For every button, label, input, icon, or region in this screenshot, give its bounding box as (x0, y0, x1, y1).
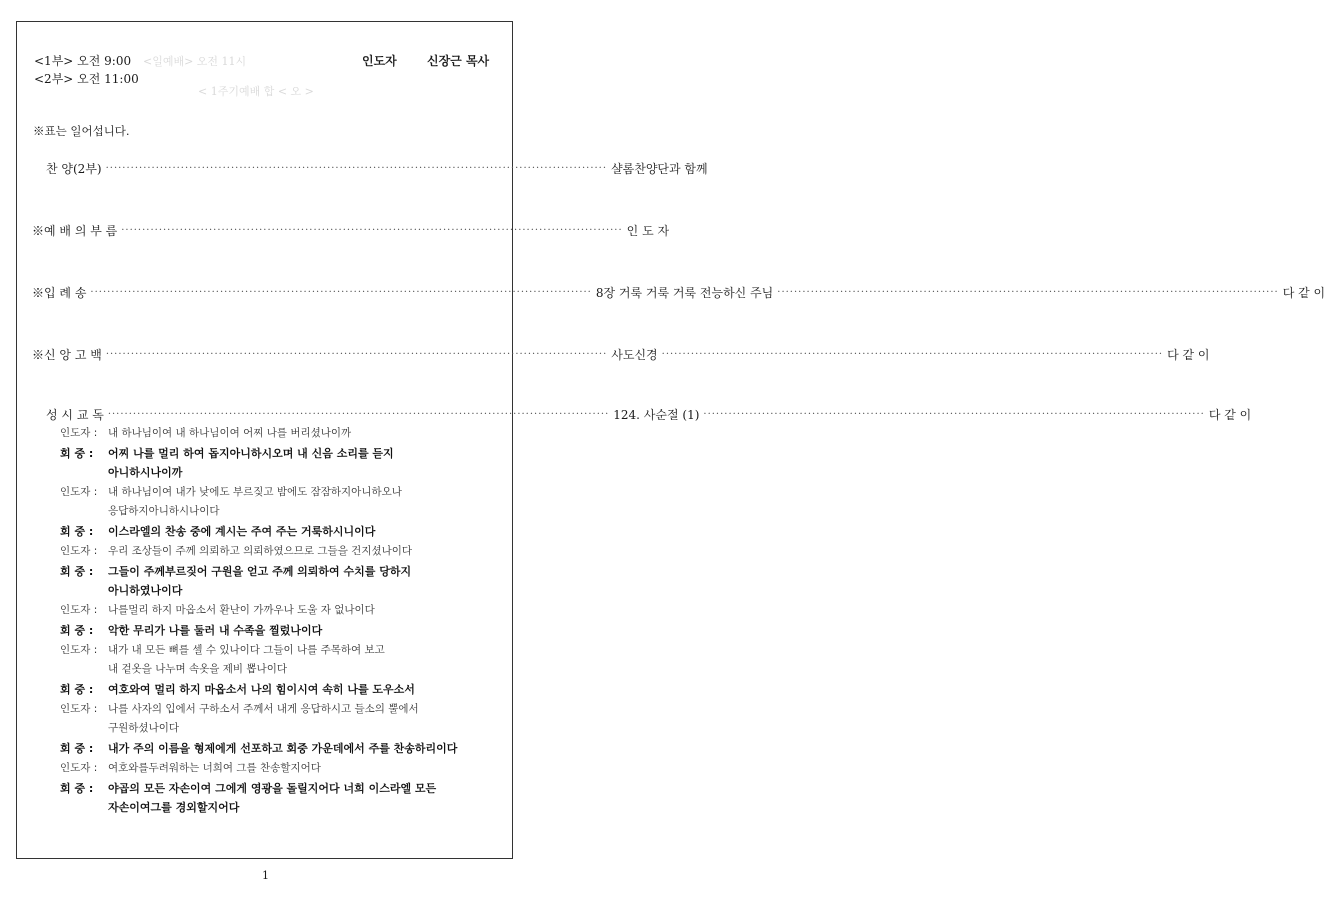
order-item (32, 222, 670, 238)
reading-text: 어찌 나를 멀리 하여 돕지아니하시오며 내 신음 소리를 듣지 (108, 447, 394, 460)
speaker-label: 회 중 : (60, 525, 94, 538)
reading-text: 야곱의 모든 자손이여 그에게 영광을 돌릴지어다 너희 이스라엘 모든 (108, 782, 437, 795)
reading-text: 내가 주의 이름을 형제에게 선포하고 회중 가운데에서 주를 찬송하리이다 (108, 742, 458, 755)
congregation-line (60, 522, 500, 541)
order-item-performer: 다 같 이 (1167, 347, 1210, 362)
leader-dots: ························································································································ (105, 348, 608, 360)
leader-line (60, 759, 500, 778)
leader-line (60, 601, 500, 620)
order-item (46, 406, 1252, 422)
leader-line (60, 483, 500, 521)
order-item-label: ※신 앙 고 백 (32, 347, 102, 362)
leader-dots: ························································································································ (107, 408, 610, 420)
faded-subtitle: < 1주기예배 합 < 오 > (198, 85, 314, 98)
order-item-label: ※입 례 송 (32, 285, 87, 300)
congregation-line (60, 444, 500, 482)
service-time-1: <1부> 오전 9:00 (34, 54, 132, 68)
leader-dots: ························································································································ (661, 348, 1164, 360)
order-item-performer: 샬롬찬양단과 함께 (611, 161, 708, 176)
order-item-detail: 사도신경 (611, 347, 658, 362)
order-item-performer: 다 같 이 (1282, 285, 1325, 300)
standing-note: ※표는 일어섭니다. (33, 124, 130, 138)
speaker-label: 인도자 : (60, 486, 98, 498)
order-item (32, 284, 1325, 300)
reading-text: 나를멀리 하지 마옵소서 환난이 가까우나 도울 자 없나이다 (108, 604, 375, 616)
speaker-label: 회 중 : (60, 624, 94, 637)
leader-dots: ························································································································ (121, 224, 623, 236)
speaker-label: 회 중 : (60, 683, 94, 696)
reading-text: 내 하나님이여 내가 낮에도 부르짖고 밤에도 잠잠하지아니하오나 (108, 486, 402, 498)
speaker-label: 인도자 : (60, 545, 98, 557)
leader-line (60, 424, 500, 443)
faded-service-label: <일예배> 오전 11시 (143, 55, 247, 68)
leader-name: 신장근 목사 (427, 54, 490, 68)
reading-text: 자손이여그를 경외할지어다 (108, 801, 240, 814)
reading-text: 아니하였나이다 (108, 584, 183, 597)
leader-dots: ························································································································ (777, 286, 1279, 298)
reading-text: 이스라엘의 찬송 중에 계시는 주여 주는 거룩하시니이다 (108, 525, 376, 538)
congregation-line (60, 779, 500, 817)
reading-text: 내 하나님이여 내 하나님이여 어찌 나를 버리셨나이까 (108, 427, 352, 439)
speaker-label: 인도자 : (60, 604, 98, 616)
order-item (32, 346, 1210, 362)
leader-label: 인도자 (362, 54, 397, 68)
congregation-line (60, 562, 500, 600)
reading-text: 여호와여 멀리 하지 마옵소서 나의 힘이시여 속히 나를 도우소서 (108, 683, 415, 696)
speaker-label: 인도자 : (60, 703, 98, 715)
congregation-line (60, 739, 500, 758)
order-item-performer: 다 같 이 (1208, 407, 1252, 422)
order-item-label: 찬 양(2부) (46, 161, 102, 176)
reading-text: 그들이 주께부르짖어 구원을 얻고 주께 의뢰하여 수치를 당하지 (108, 565, 412, 578)
reading-text: 우리 조상들이 주께 의뢰하고 의뢰하였으므로 그들을 건지셨나이다 (108, 545, 413, 557)
leader-dots: ························································································································ (703, 408, 1205, 420)
order-item-detail: 8장 거룩 거룩 거룩 전능하신 주님 (595, 285, 774, 300)
leader-line (60, 641, 500, 679)
order-item-label: 성 시 교 독 (46, 407, 104, 422)
speaker-label: 인도자 : (60, 762, 98, 774)
leader-dots: ························································································································ (105, 162, 608, 174)
congregation-line (60, 621, 500, 640)
reading-text: 아니하시나이까 (108, 466, 183, 479)
reading-text: 나를 사자의 입에서 구하소서 주께서 내게 응답하시고 들소의 뿔에서 (108, 703, 419, 715)
order-item-performer: 인 도 자 (626, 223, 670, 238)
service-time-2: <2부> 오전 11:00 (34, 72, 139, 86)
speaker-label: 인도자 : (60, 644, 98, 656)
page-number: 1 (262, 869, 269, 882)
order-item-detail: 124. 사순절 (1) (613, 407, 700, 422)
speaker-label: 회 중 : (60, 565, 94, 578)
reading-text: 여호와를두려워하는 너희여 그를 찬송할지어다 (108, 762, 321, 774)
speaker-label: 회 중 : (60, 447, 94, 460)
reading-text: 응답하지아니하시나이다 (108, 505, 220, 517)
speaker-label: 회 중 : (60, 742, 94, 755)
order-item-label: ※예 배 의 부 름 (32, 223, 118, 238)
reading-text: 내가 내 모든 뼈를 셀 수 있나이다 그들이 나를 주목하여 보고 (108, 644, 385, 656)
leader-dots: ························································································································ (90, 286, 592, 298)
leader-line (60, 542, 500, 561)
leader-line (60, 700, 500, 738)
reading-text: 구원하셨나이다 (108, 722, 180, 734)
speaker-label: 회 중 : (60, 782, 94, 795)
reading-text: 악한 무리가 나를 둘러 내 수족을 찔렀나이다 (108, 624, 323, 637)
reading-text: 내 겉옷을 나누며 속옷을 제비 뽑나이다 (108, 663, 287, 675)
speaker-label: 인도자 : (60, 427, 98, 439)
order-item (46, 160, 708, 176)
congregation-line (60, 680, 500, 699)
